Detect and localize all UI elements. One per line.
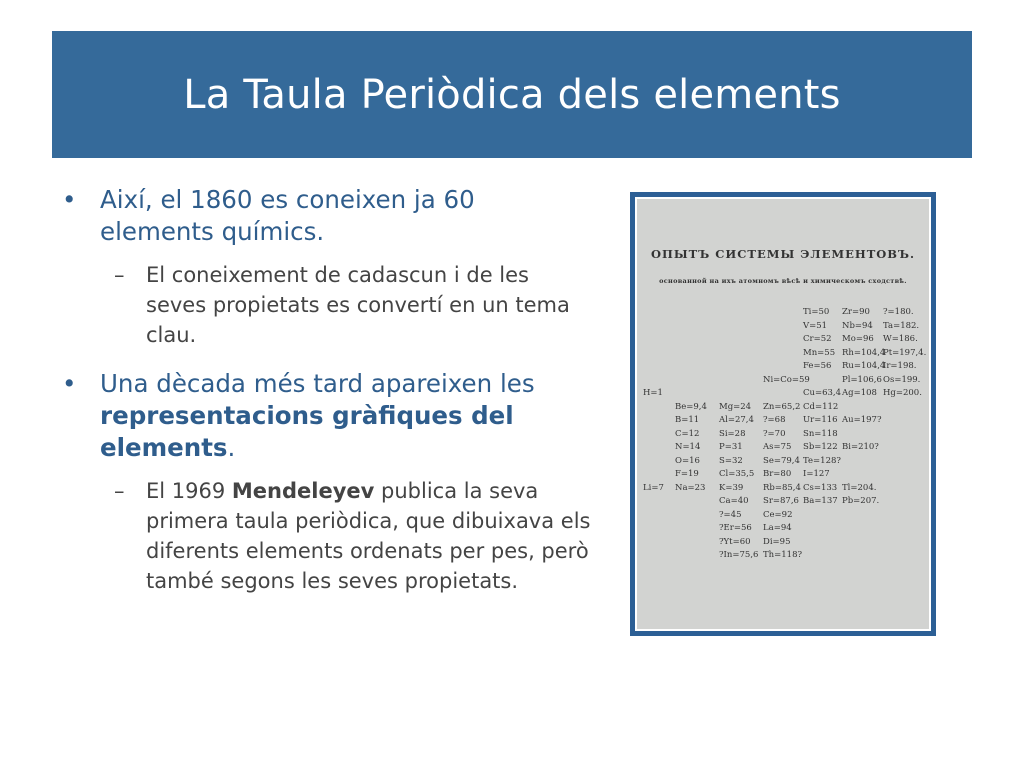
bullet-1	[62, 184, 592, 248]
table-cell: Si=28	[719, 428, 746, 439]
table-cell: Mg=24	[719, 401, 752, 412]
table-cell: Cr=52	[803, 334, 832, 344]
bullet-marker: •	[62, 185, 77, 214]
table-cell: Th=118?	[763, 550, 803, 560]
table-row	[637, 334, 929, 348]
table-row	[637, 415, 929, 429]
table-cell: ?=180.	[883, 307, 914, 317]
bullet-2-sub-1-prefix: El 1969	[146, 479, 232, 503]
table-cell: C=12	[675, 428, 700, 439]
table-cell: ?Er=56	[719, 523, 752, 533]
figure-title: ОПЫТЪ СИСТЕМЫ ЭЛЕМЕНТОВЪ.	[650, 247, 916, 261]
table-row	[637, 523, 929, 537]
table-row	[637, 388, 929, 402]
table-cell: Os=199.	[883, 374, 921, 385]
bullet-2-sub-1	[100, 476, 592, 596]
bullet-2-sub-1-bold: Mendeleyev	[231, 479, 375, 503]
table-cell: Cl=35,5	[719, 469, 755, 479]
table-cell: ?In=75,6	[719, 550, 759, 560]
table-row	[637, 361, 929, 375]
table-cell: Ce=92	[763, 509, 793, 520]
table-cell: Bi=210?	[842, 442, 879, 452]
table-cell: Rb=85,4	[763, 482, 801, 493]
element-table	[637, 307, 929, 564]
table-cell: Cs=133	[803, 482, 838, 493]
table-cell: As=75	[763, 442, 792, 452]
table-cell: Mo=96	[842, 334, 874, 344]
table-cell: Nb=94	[842, 320, 873, 331]
table-cell: B=11	[675, 415, 700, 425]
table-row	[637, 510, 929, 524]
table-cell: O=16	[675, 455, 700, 466]
bullet-2	[62, 368, 592, 464]
table-cell: Al=27,4	[719, 415, 754, 425]
dash-marker: –	[114, 479, 125, 503]
slide-body	[62, 184, 592, 596]
table-cell: Sr=87,6	[763, 496, 799, 506]
table-cell: F=19	[675, 469, 699, 479]
table-cell: Se=79,4	[763, 455, 800, 466]
table-row	[637, 307, 929, 321]
table-cell: Ca=40	[719, 496, 749, 506]
table-cell: Be=9,4	[675, 401, 707, 412]
table-cell: W=186.	[883, 334, 918, 344]
table-cell: Rh=104,4	[842, 347, 886, 358]
table-cell: Ba=137	[803, 496, 838, 506]
table-row	[637, 496, 929, 510]
table-cell: Fe=56	[803, 361, 832, 371]
figure-subtitle: основанной на ихъ атомномъ вѣсѣ и химическомъ сходствѣ.	[659, 277, 907, 285]
table-cell: Zn=65,2	[763, 401, 801, 412]
table-cell: Au=197?	[842, 415, 882, 425]
table-cell: Ta=182.	[883, 320, 920, 331]
table-cell: Sn=118	[803, 428, 838, 439]
scanned-page	[635, 197, 931, 631]
periodic-table-image	[630, 192, 936, 636]
bullet-1-text: Així, el 1860 es coneixen ja 60 elements químics.	[100, 185, 475, 246]
table-cell: Li=7	[643, 482, 664, 493]
table-cell: Tl=204.	[842, 482, 877, 493]
table-row	[637, 469, 929, 483]
table-cell: Mn=55	[803, 347, 836, 358]
table-cell: V=51	[803, 320, 828, 331]
table-cell: ?=68	[763, 415, 786, 425]
bullet-marker: •	[62, 369, 77, 398]
bullet-2-prefix: Una dècada més tard apareixen les	[100, 369, 535, 398]
table-cell: N=14	[675, 442, 701, 452]
dash-marker: –	[114, 263, 125, 287]
bullet-2-sub-1-suffix: publica la seva primera taula periòdica, que dibuixava els diferents elements ordenats per pes, però també segons les seves propietats.	[146, 479, 591, 593]
table-cell: Pb=207.	[842, 496, 880, 506]
table-row	[637, 537, 929, 551]
table-cell: ?=45	[719, 509, 742, 520]
table-cell: Ag=108	[842, 388, 877, 398]
table-cell: Ni=Co=59	[763, 374, 810, 385]
table-row	[637, 375, 929, 389]
table-cell: Ir=198.	[883, 361, 917, 371]
table-row	[637, 321, 929, 335]
table-cell: Hg=200.	[883, 388, 922, 398]
table-cell: Pt=197,4.	[883, 347, 927, 358]
table-row	[637, 348, 929, 362]
table-cell: Cu=63,4	[803, 388, 842, 398]
table-cell: Ti=50	[803, 307, 830, 317]
table-row	[637, 429, 929, 443]
bullet-1-sub-1	[100, 260, 592, 350]
table-cell: ?=70	[763, 428, 786, 439]
table-row	[637, 483, 929, 497]
table-row	[637, 456, 929, 470]
title-bar	[52, 31, 972, 158]
table-cell: Zr=90	[842, 307, 870, 317]
slide-title: La Taula Periòdica dels elements	[183, 71, 841, 118]
table-cell: Ru=104,4	[842, 361, 886, 371]
table-cell: Te=128?	[803, 455, 841, 466]
table-cell: S=32	[719, 455, 743, 466]
table-cell: I=127	[803, 469, 830, 479]
table-cell: ?Yt=60	[719, 536, 751, 547]
table-cell: Sb=122	[803, 442, 838, 452]
table-row	[637, 442, 929, 456]
bullet-2-bold: representacions gràfiques del elements	[100, 401, 514, 462]
table-row	[637, 402, 929, 416]
table-cell: La=94	[763, 523, 792, 533]
table-cell: Br=80	[763, 469, 792, 479]
table-cell: K=39	[719, 482, 744, 493]
table-cell: Di=95	[763, 536, 791, 547]
table-row	[637, 550, 929, 564]
table-cell: Pl=106,6	[842, 374, 882, 385]
bullet-2-suffix: .	[227, 433, 236, 462]
table-cell: Ur=116	[803, 415, 838, 425]
table-cell: P=31	[719, 442, 743, 452]
table-cell: Na=23	[675, 482, 706, 493]
table-cell: H=1	[643, 388, 663, 398]
table-cell: Cd=112	[803, 401, 839, 412]
bullet-1-sub-1-text: El coneixement de cadascun i de les seves propietats es convertí en un tema clau.	[146, 263, 570, 347]
